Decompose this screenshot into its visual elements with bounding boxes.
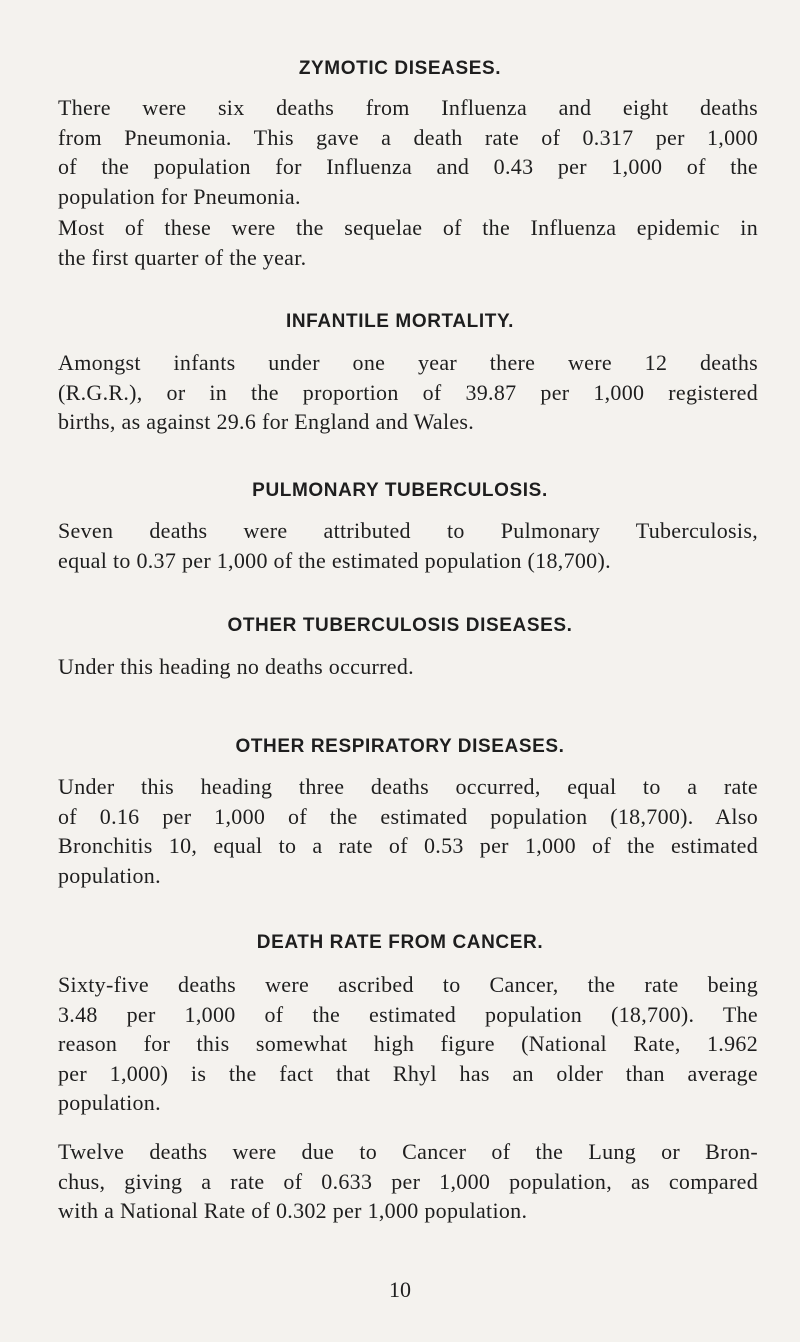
paragraph-infantile-mortality: [58, 348, 758, 437]
paragraph-other-tuberculosis: [58, 652, 758, 682]
paragraph-cancer-1: [58, 970, 758, 1118]
text-line: of the population for Influenza and 0.43 per 1,000 of the: [58, 154, 758, 179]
text-line: population.: [58, 1090, 161, 1115]
text-line: per 1,000) is the fact that Rhyl has an older than average: [58, 1060, 758, 1086]
heading-other-respiratory-diseases: OTHER RESPIRATORY DISEASES.: [235, 736, 565, 757]
paragraph-cancer-2: [58, 1137, 758, 1226]
text-line: reason for this somewhat high figure (National Rate, 1.962: [58, 1031, 758, 1056]
heading-zymotic-diseases: ZYMOTIC DISEASES.: [298, 58, 502, 79]
heading-pulmonary-tuberculosis: PULMONARY TUBERCULOSIS.: [252, 480, 548, 501]
text-line: Under this heading three deaths occurred, equal to a rate: [58, 774, 758, 799]
text-line: of 0.16 per 1,000 of the estimated population (18,700). Also: [58, 803, 758, 829]
text-line: Most of these were the sequelae of the Influenza epidemic in: [58, 215, 758, 240]
heading-other-tuberculosis-diseases: OTHER TUBERCULOSIS DISEASES.: [227, 615, 573, 636]
text-line: There were six deaths from Influenza and eight deaths: [58, 95, 758, 120]
text-line: births, as against 29.6 for England and Wales.: [58, 409, 475, 434]
text-line: Bronchitis 10, equal to a rate of 0.53 per 1,000 of the estimated: [58, 833, 758, 858]
paragraph-zymotic-2: [58, 213, 758, 272]
text-line: equal to 0.37 per 1,000 of the estimated population (18,700).: [58, 547, 611, 573]
text-line: population.: [58, 862, 161, 888]
text-line: population for Pneumonia.: [58, 183, 301, 209]
text-line: Seven deaths were attributed to Pulmonary Tuberculosis,: [58, 518, 758, 543]
text-line: Twelve deaths were due to Cancer of the Lung or Bron-: [58, 1139, 758, 1164]
heading-death-rate-from-cancer: DEATH RATE FROM CANCER.: [256, 932, 544, 953]
text-line: 3.48 per 1,000 of the estimated population (18,700). The: [58, 1001, 758, 1027]
text-line: (R.G.R.), or in the proportion of 39.87 per 1,000 registered: [58, 379, 758, 405]
text-line: Sixty-five deaths were ascribed to Cancer, the rate being: [58, 972, 758, 997]
text-line: from Pneumonia. This gave a death rate of 0.317 per 1,000: [58, 124, 758, 150]
paragraph-pulmonary-tuberculosis: [58, 516, 758, 575]
page-number: 10: [389, 1277, 411, 1302]
text-line: Amongst infants under one year there were 12 deaths: [58, 350, 758, 375]
paragraph-zymotic-1: [58, 93, 758, 211]
text-line: chus, giving a rate of 0.633 per 1,000 population, as compared: [58, 1168, 758, 1194]
paragraph-other-respiratory: [58, 772, 758, 890]
text-line: with a National Rate of 0.302 per 1,000 population.: [58, 1198, 528, 1223]
text-line: Under this heading no deaths occurred.: [58, 654, 414, 679]
text-line: the first quarter of the year.: [58, 244, 307, 270]
heading-infantile-mortality: INFANTILE MORTALITY.: [285, 311, 515, 332]
